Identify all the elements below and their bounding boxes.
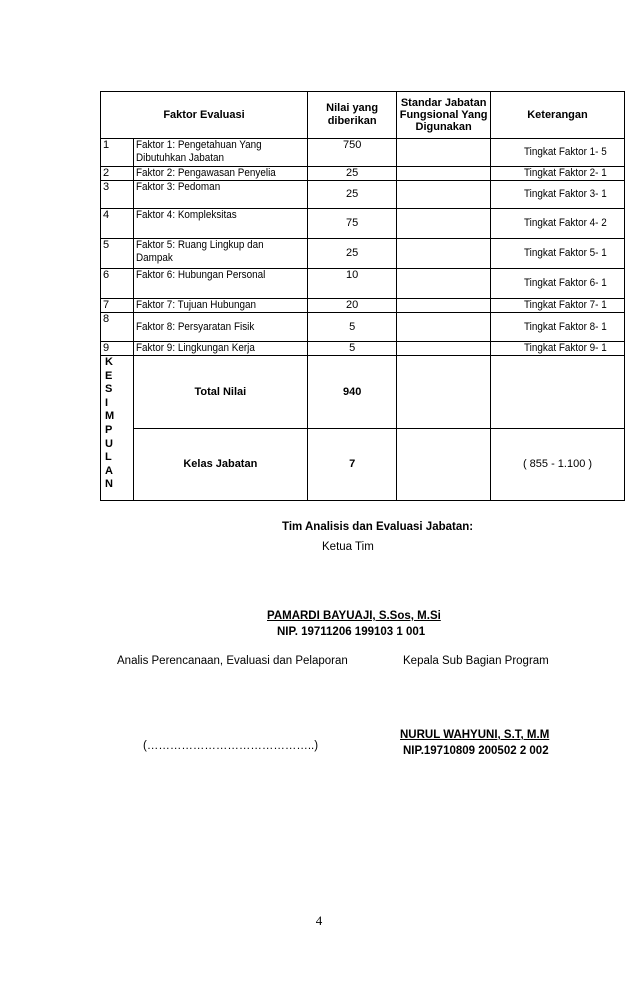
row-number: 4 [101,209,134,239]
right-signer-title: Kepala Sub Bagian Program [403,655,549,667]
standar-cell [397,239,491,269]
keterangan-cell: Tingkat Faktor 9- 1 [490,342,624,356]
faktor-cell: Faktor 5: Ruang Lingkup dan Dampak [133,239,307,269]
faktor-cell: Faktor 2: Pengawasan Penyelia [133,167,307,181]
kelas-label: Kelas Jabatan [133,429,307,501]
table-header-row [101,92,625,139]
standar-cell [397,342,491,356]
total-row [101,356,625,429]
total-label: Total Nilai [133,356,307,429]
faktor-cell: Faktor 6: Hubungan Personal [133,269,307,299]
total-value: 940 [307,356,396,429]
row-number: 1 [101,139,134,167]
left-signer-placeholder: (……………………………………..) [143,740,319,752]
row-number: 2 [101,167,134,181]
faktor-cell: Faktor 8: Persyaratan Fisik [133,313,307,342]
table-row [101,167,625,181]
nilai-cell: 25 [307,181,396,209]
header-standar: Standar Jabatan Fungsional Yang Digunakan [397,92,491,139]
kelas-keterangan: ( 855 - 1.100 ) [490,429,624,501]
nilai-cell: 10 [307,269,396,299]
nilai-cell: 25 [307,239,396,269]
table-row [101,342,625,356]
table-row [101,139,625,167]
total-keterangan [490,356,624,429]
row-number: 9 [101,342,134,356]
keterangan-cell: Tingkat Faktor 2- 1 [490,167,624,181]
table-row [101,239,625,269]
team-title: Tim Analisis dan Evaluasi Jabatan: [282,521,474,533]
standar-cell [397,167,491,181]
keterangan-cell: Tingkat Faktor 4- 2 [490,209,624,239]
keterangan-cell: Tingkat Faktor 3- 1 [490,181,624,209]
header-keterangan: Keterangan [490,92,624,139]
kesimpulan-vertical-label: K E S I M P U L A N [101,356,134,501]
standar-cell [397,269,491,299]
header-faktor: Faktor Evaluasi [101,92,308,139]
ketua-name: PAMARDI BAYUAJI, S.Sos, M.Si [267,610,441,622]
table-row [101,209,625,239]
evaluation-table [100,91,625,501]
nilai-cell: 5 [307,342,396,356]
table-row [101,313,625,342]
standar-cell [397,313,491,342]
faktor-cell: Faktor 1: Pengetahuan Yang Dibutuhkan Jabatan [133,139,307,167]
row-number: 6 [101,269,134,299]
table-row [101,181,625,209]
table-row [101,269,625,299]
nilai-cell: 75 [307,209,396,239]
total-standar [397,356,491,429]
nilai-cell: 750 [307,139,396,167]
right-signer-nip: NIP.19710809 200502 2 002 [403,745,549,757]
keterangan-cell: Tingkat Faktor 5- 1 [490,239,624,269]
faktor-cell: Faktor 4: Kompleksitas [133,209,307,239]
ketua-nip: NIP. 19711206 199103 1 001 [277,626,426,638]
keterangan-cell: Tingkat Faktor 6- 1 [490,269,624,299]
standar-cell [397,299,491,313]
keterangan-cell: Tingkat Faktor 1- 5 [490,139,624,167]
faktor-cell: Faktor 3: Pedoman [133,181,307,209]
standar-cell [397,181,491,209]
kelas-standar [397,429,491,501]
row-number: 3 [101,181,134,209]
kelas-value: 7 [307,429,396,501]
kelas-row [101,429,625,501]
left-signer-title: Analis Perencanaan, Evaluasi dan Pelaporan [117,655,348,667]
standar-cell [397,139,491,167]
team-role: Ketua Tim [322,541,374,553]
nilai-cell: 20 [307,299,396,313]
table-row [101,299,625,313]
faktor-cell: Faktor 7: Tujuan Hubungan [133,299,307,313]
row-number: 5 [101,239,134,269]
nilai-cell: 25 [307,167,396,181]
page-number: 4 [315,913,323,928]
keterangan-cell: Tingkat Faktor 8- 1 [490,313,624,342]
header-nilai: Nilai yang diberikan [307,92,396,139]
row-number: 7 [101,299,134,313]
row-number: 8 [101,313,134,342]
faktor-cell: Faktor 9: Lingkungan Kerja [133,342,307,356]
right-signer-name: NURUL WAHYUNI, S.T, M.M [400,729,550,741]
keterangan-cell: Tingkat Faktor 7- 1 [490,299,624,313]
standar-cell [397,209,491,239]
nilai-cell: 5 [307,313,396,342]
